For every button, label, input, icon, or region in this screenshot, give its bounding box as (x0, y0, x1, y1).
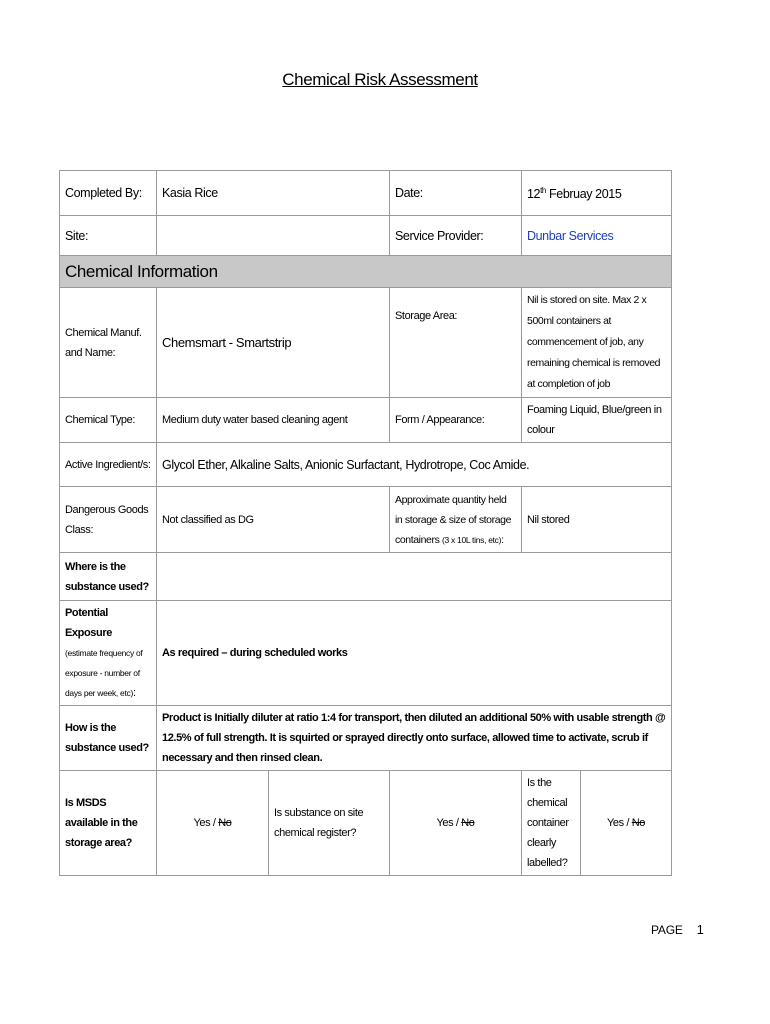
labelled-yes[interactable]: Yes (607, 817, 624, 829)
row-site (60, 216, 672, 256)
where-used-value[interactable] (157, 553, 672, 601)
quantity-label-small: (3 x 10L tins, etc) (441, 534, 502, 545)
row-active-ingredients (60, 443, 672, 487)
dangerous-goods-label: Dangerous Goods Class: (60, 487, 157, 553)
site-label: Site: (60, 216, 157, 256)
row-dangerous-goods (60, 487, 672, 553)
row-chemical-type (60, 398, 672, 443)
service-provider-label: Service Provider: (390, 216, 522, 256)
chemical-type-value[interactable]: Medium duty water based cleaning agent (157, 398, 390, 443)
msds-separator: / (210, 817, 219, 829)
page-footer (651, 922, 704, 937)
risk-assessment-form (59, 170, 672, 876)
date-day: 12 (527, 187, 541, 202)
where-used-label: Where is the substance used? (60, 553, 157, 601)
msds-no[interactable]: No (218, 817, 232, 829)
exposure-label-text: Potential Exposure (65, 607, 112, 639)
row-checks (60, 771, 672, 876)
dangerous-goods-value[interactable]: Not classified as DG (157, 487, 390, 553)
date-suffix: th (540, 186, 546, 196)
active-ingredients-value[interactable]: Glycol Ether, Alkaline Salts, Anionic Surfactant, Hydrotrope, Coc Amide. (157, 443, 672, 487)
date-rest: Februay 2015 (545, 187, 622, 202)
msds-yes[interactable]: Yes (193, 817, 211, 829)
exposure-label-small: (estimate frequency of exposure - number of days per week, etc) (65, 648, 143, 698)
how-used-value[interactable]: Product is Initially diluter at ratio 1:4 for transport, then diluted an additional 50% with usable strength @ 12.5% of full strength. It is squirted or sprayed directly onto surface, allowed time to activate, scrub if necessary and then rinsed clean. (157, 706, 672, 771)
active-ingredients-label: Active Ingredient/s: (60, 443, 157, 487)
exposure-value[interactable]: As required – during scheduled works (157, 601, 672, 706)
msds-choice[interactable] (157, 771, 269, 876)
storage-area-value[interactable]: Nil is stored on site. Max 2 x 500ml containers at commencement of job, any remaining chemical is removed at completion of job (522, 288, 672, 398)
chemical-type-label: Chemical Type: (60, 398, 157, 443)
quantity-label (390, 487, 522, 553)
form-appearance-label: Form / Appearance: (390, 398, 522, 443)
register-no[interactable]: No (461, 817, 475, 829)
how-used-label: How is the substance used? (60, 706, 157, 771)
register-label: Is substance on site chemical register? (269, 771, 390, 876)
page-label: PAGE (651, 923, 683, 937)
register-separator: / (453, 817, 462, 829)
labelled-no[interactable]: No (631, 817, 645, 829)
labelled-choice[interactable] (581, 771, 672, 876)
quantity-label-end: : (501, 533, 504, 546)
msds-label: Is MSDS available in the storage area? (60, 771, 157, 876)
section-title: Chemical Information (60, 256, 672, 288)
row-chemical-name (60, 288, 672, 398)
chemical-name-label: Chemical Manuf. and Name: (60, 288, 157, 398)
register-yes[interactable]: Yes (436, 817, 454, 829)
completed-by-label: Completed By: (60, 171, 157, 216)
storage-area-label: Storage Area: (390, 288, 522, 398)
page-title: Chemical Risk Assessment (282, 70, 478, 89)
exposure-label-end: : (133, 687, 136, 699)
service-provider-value[interactable]: Dunbar Services (522, 216, 672, 256)
completed-by-value[interactable]: Kasia Rice (157, 171, 390, 216)
page-number: 1 (696, 922, 704, 937)
row-where-used (60, 553, 672, 601)
site-value[interactable] (157, 216, 390, 256)
labelled-label: Is the chemical container clearly labelled? (522, 771, 581, 876)
section-chemical-information (60, 256, 672, 288)
row-completed-by (60, 171, 672, 216)
quantity-value[interactable]: Nil stored (522, 487, 672, 553)
labelled-separator: / (623, 817, 632, 829)
exposure-label (60, 601, 157, 706)
chemical-name-value[interactable]: Chemsmart - Smartstrip (157, 288, 390, 398)
form-appearance-value[interactable]: Foaming Liquid, Blue/green in colour (522, 398, 672, 443)
register-choice[interactable] (390, 771, 522, 876)
row-how-used (60, 706, 672, 771)
quantity-label-text: Approximate quantity held in storage & size of storage containers (395, 493, 512, 546)
row-exposure (60, 601, 672, 706)
date-value[interactable] (522, 171, 672, 216)
date-label: Date: (390, 171, 522, 216)
